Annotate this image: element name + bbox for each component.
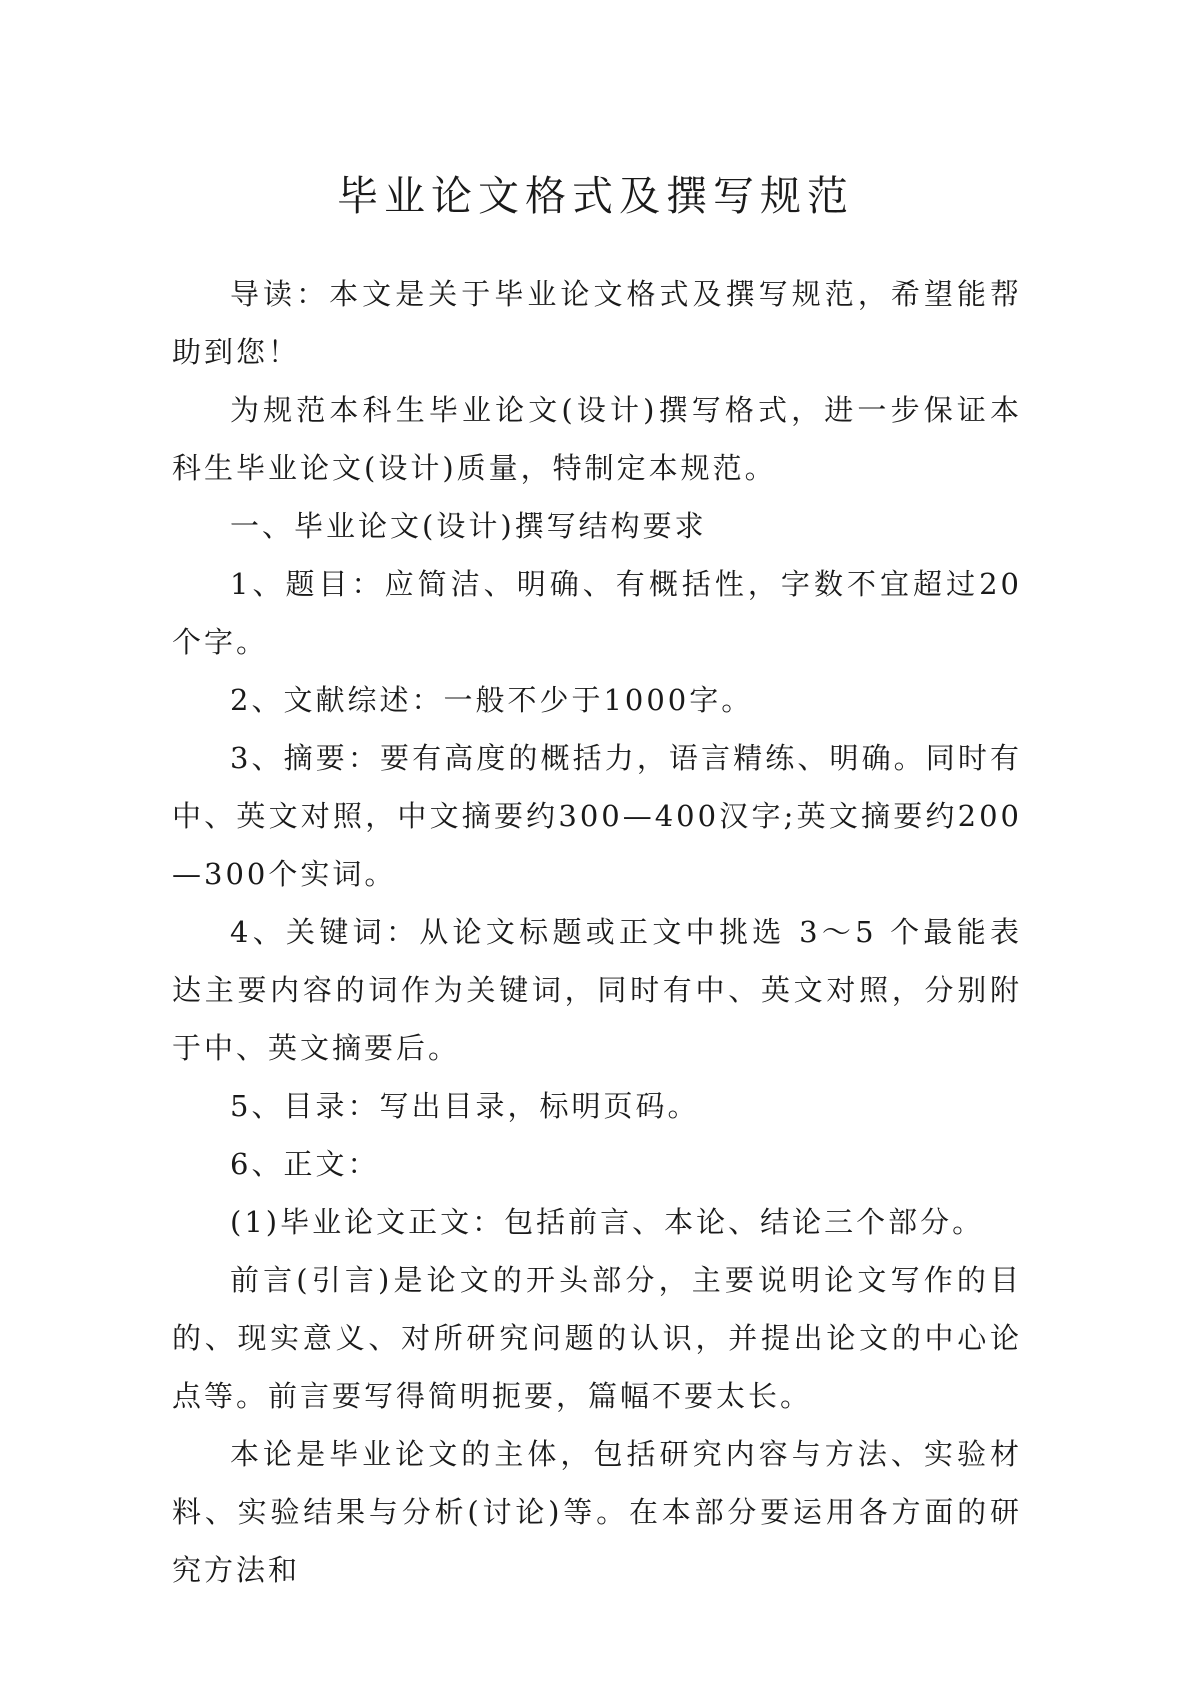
list-item-main-text: 6、正文： — [230, 1147, 380, 1181]
paragraph-main-discussion: 本论是毕业论文的主体，包括研究内容与方法、实验材料、实验结果与分析(讨论)等。在本部分要运用各方面的研究方法和 — [172, 1437, 1022, 1587]
list-item-literature-review: 2、文献综述：一般不少于1000字。 — [230, 683, 754, 717]
subitem-thesis-body: (1)毕业论文正文：包括前言、本论、结论三个部分。 — [230, 1205, 985, 1239]
paragraph-purpose: 为规范本科生毕业论文(设计)撰写格式，进一步保证本科生毕业论文(设计)质量，特制定本规范。 — [172, 393, 1022, 485]
section-heading: 一、毕业论文(设计)撰写结构要求 — [230, 509, 707, 543]
paragraph-intro: 导读：本文是关于毕业论文格式及撰写规范，希望能帮助到您！ — [172, 277, 1022, 369]
list-item-keywords: 4、关键词：从论文标题或正文中挑选 3～5 个最能表达主要内容的词作为关键词，同时有中、英文对照，分别附于中、英文摘要后。 — [172, 915, 1022, 1065]
document-body — [172, 265, 1022, 1599]
paragraph-preface: 前言(引言)是论文的开头部分，主要说明论文写作的目的、现实意义、对所研究问题的认识，并提出论文的中心论点等。前言要写得简明扼要，篇幅不要太长。 — [172, 1263, 1022, 1413]
list-item-abstract: 3、摘要：要有高度的概括力，语言精练、明确。同时有中、英文对照，中文摘要约300—400汉字;英文摘要约200—300个实词。 — [172, 741, 1022, 891]
list-item-title: 1、题目：应简洁、明确、有概括性，字数不宜超过20个字。 — [172, 567, 1022, 659]
document-title: 毕业论文格式及撰写规范 — [337, 172, 854, 220]
list-item-contents: 5、目录：写出目录，标明页码。 — [230, 1089, 700, 1123]
